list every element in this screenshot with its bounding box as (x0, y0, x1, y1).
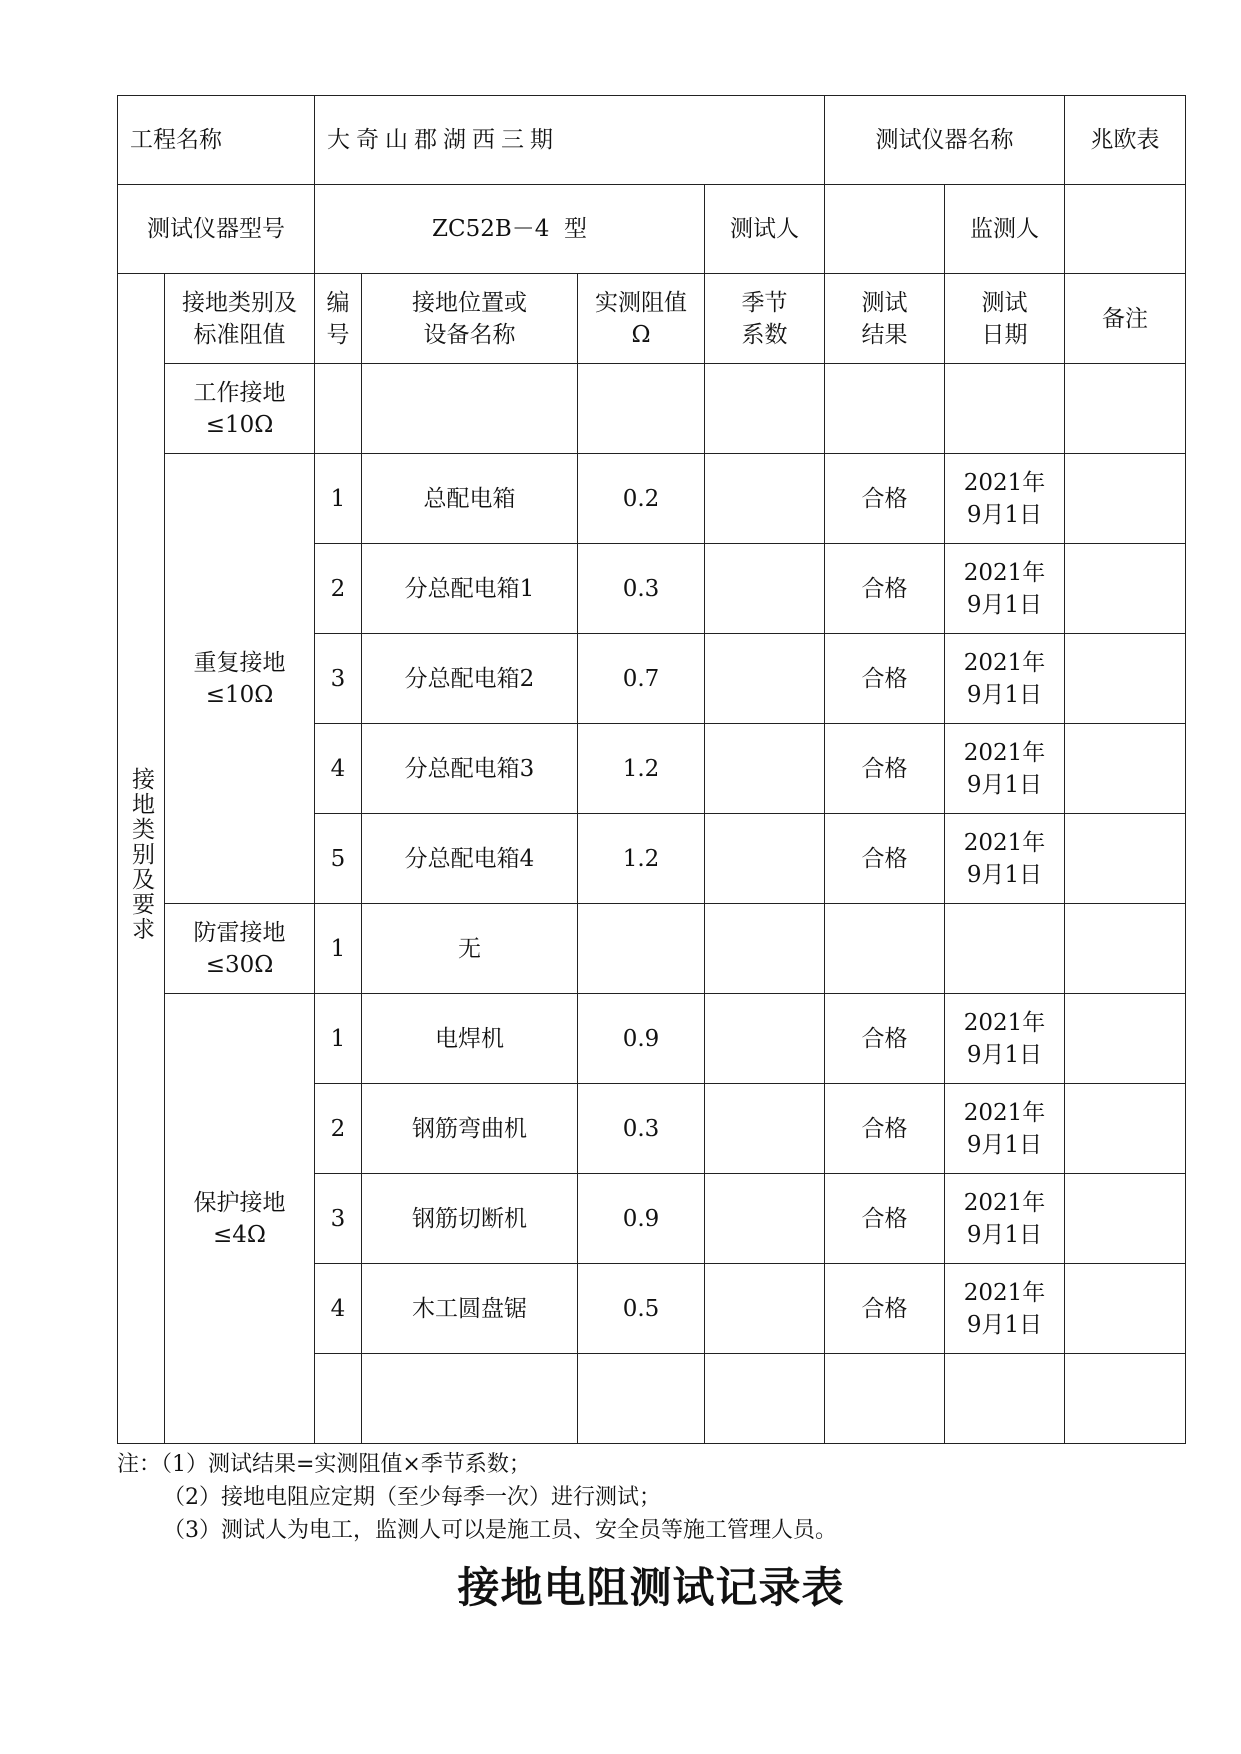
remark-cell (1065, 904, 1186, 994)
location-cell (362, 364, 578, 454)
note-line: （3）测试人为电工，监测人可以是施工员、安全员等施工管理人员。 (163, 1518, 837, 1543)
number-cell (315, 1354, 362, 1444)
result-cell (825, 1354, 945, 1444)
result-cell: 合格 (825, 724, 945, 814)
season-cell (705, 1084, 825, 1174)
info-row-2 (118, 185, 1186, 274)
result-cell (825, 364, 945, 454)
season-cell (705, 814, 825, 904)
season-cell (705, 634, 825, 724)
resistance-cell: 1.2 (578, 724, 705, 814)
location-cell: 分总配电箱1 (362, 544, 578, 634)
result-cell: 合格 (825, 454, 945, 544)
instrument-name-label: 测试仪器名称 (825, 96, 1065, 185)
location-cell: 钢筋切断机 (362, 1174, 578, 1264)
result-cell: 合格 (825, 814, 945, 904)
col-season: 季节 系数 (705, 274, 825, 364)
result-cell: 合格 (825, 1174, 945, 1264)
location-cell: 总配电箱 (362, 454, 578, 544)
result-cell: 合格 (825, 1084, 945, 1174)
page-title: 接地电阻测试记录表 (457, 1563, 845, 1612)
remark-cell (1065, 1084, 1186, 1174)
note-line: （2）接地电阻应定期（至少每季一次）进行测试； (163, 1485, 661, 1510)
resistance-cell: 0.9 (578, 1174, 705, 1264)
remark-cell (1065, 724, 1186, 814)
number-cell: 2 (315, 1084, 362, 1174)
resistance-cell (578, 364, 705, 454)
number-cell: 5 (315, 814, 362, 904)
season-cell (705, 724, 825, 814)
location-cell: 分总配电箱4 (362, 814, 578, 904)
season-cell (705, 544, 825, 634)
date-cell: 2021年 9月1日 (945, 994, 1065, 1084)
category-cell: 防雷接地 ≤30Ω (165, 904, 315, 994)
season-cell (705, 904, 825, 994)
date-cell: 2021年 9月1日 (945, 1084, 1065, 1174)
notes (117, 1448, 1185, 1547)
table-row (118, 904, 1186, 994)
date-cell: 2021年 9月1日 (945, 544, 1065, 634)
column-header-row (118, 274, 1186, 364)
date-cell: 2021年 9月1日 (945, 454, 1065, 544)
location-cell (362, 1354, 578, 1444)
resistance-cell (578, 904, 705, 994)
season-cell (705, 994, 825, 1084)
instrument-name-value: 兆欧表 (1065, 96, 1186, 185)
season-cell (705, 1264, 825, 1354)
project-label: 工程名称 (118, 96, 315, 185)
remark-cell (1065, 454, 1186, 544)
number-cell: 1 (315, 904, 362, 994)
tester-value (825, 185, 945, 274)
remark-cell (1065, 544, 1186, 634)
instrument-model-value: ZC52B－4 型 (315, 185, 705, 274)
location-cell: 木工圆盘锯 (362, 1264, 578, 1354)
remark-cell (1065, 634, 1186, 724)
result-cell: 合格 (825, 994, 945, 1084)
info-row-1 (118, 96, 1186, 185)
result-cell: 合格 (825, 634, 945, 724)
table-row (118, 364, 1186, 454)
resistance-cell: 0.3 (578, 544, 705, 634)
remark-cell (1065, 994, 1186, 1084)
location-cell: 分总配电箱3 (362, 724, 578, 814)
col-remark: 备注 (1065, 274, 1186, 364)
col-number: 编 号 (315, 274, 362, 364)
tester-label: 测试人 (705, 185, 825, 274)
category-cell: 工作接地 ≤10Ω (165, 364, 315, 454)
col-result: 测试 结果 (825, 274, 945, 364)
season-cell (705, 364, 825, 454)
resistance-cell: 1.2 (578, 814, 705, 904)
remark-cell (1065, 1354, 1186, 1444)
result-cell (825, 904, 945, 994)
category-cell: 重复接地 ≤10Ω (165, 454, 315, 904)
record-form (117, 95, 1185, 1615)
table-row (118, 994, 1186, 1084)
resistance-cell: 0.7 (578, 634, 705, 724)
resistance-cell: 0.2 (578, 454, 705, 544)
number-cell: 1 (315, 994, 362, 1084)
number-cell: 3 (315, 1174, 362, 1264)
col-location: 接地位置或 设备名称 (362, 274, 578, 364)
location-cell: 钢筋弯曲机 (362, 1084, 578, 1174)
number-cell: 4 (315, 1264, 362, 1354)
location-cell: 电焊机 (362, 994, 578, 1084)
remark-cell (1065, 814, 1186, 904)
col-resistance: 实测阻值 Ω (578, 274, 705, 364)
season-cell (705, 1174, 825, 1264)
supervisor-value (1065, 185, 1186, 274)
date-cell: 2021年 9月1日 (945, 814, 1065, 904)
date-cell: 2021年 9月1日 (945, 634, 1065, 724)
resistance-cell: 0.5 (578, 1264, 705, 1354)
table-row (118, 454, 1186, 544)
resistance-cell: 0.9 (578, 994, 705, 1084)
number-cell: 3 (315, 634, 362, 724)
remark-cell (1065, 1174, 1186, 1264)
date-cell (945, 1354, 1065, 1444)
location-cell: 无 (362, 904, 578, 994)
number-cell: 1 (315, 454, 362, 544)
col-date: 测试 日期 (945, 274, 1065, 364)
date-cell (945, 904, 1065, 994)
category-cell: 保护接地 ≤4Ω (165, 994, 315, 1444)
date-cell: 2021年 9月1日 (945, 1264, 1065, 1354)
number-cell: 4 (315, 724, 362, 814)
note-line: 注：（1）测试结果=实测阻值×季节系数； (117, 1452, 531, 1477)
instrument-model-label: 测试仪器型号 (118, 185, 315, 274)
grounding-table (117, 95, 1186, 1444)
season-cell (705, 454, 825, 544)
number-cell (315, 364, 362, 454)
project-value: 大奇山郡湖西三期 (315, 96, 825, 185)
date-cell: 2021年 9月1日 (945, 724, 1065, 814)
resistance-cell (578, 1354, 705, 1444)
remark-cell (1065, 1264, 1186, 1354)
supervisor-label: 监测人 (945, 185, 1065, 274)
date-cell: 2021年 9月1日 (945, 1174, 1065, 1264)
col-category: 接地类别及 标准阻值 (165, 274, 315, 364)
season-cell (705, 1354, 825, 1444)
remark-cell (1065, 364, 1186, 454)
side-label: 接地类别及要求 (118, 274, 165, 1444)
resistance-cell: 0.3 (578, 1084, 705, 1174)
result-cell: 合格 (825, 544, 945, 634)
date-cell (945, 364, 1065, 454)
result-cell: 合格 (825, 1264, 945, 1354)
number-cell: 2 (315, 544, 362, 634)
location-cell: 分总配电箱2 (362, 634, 578, 724)
